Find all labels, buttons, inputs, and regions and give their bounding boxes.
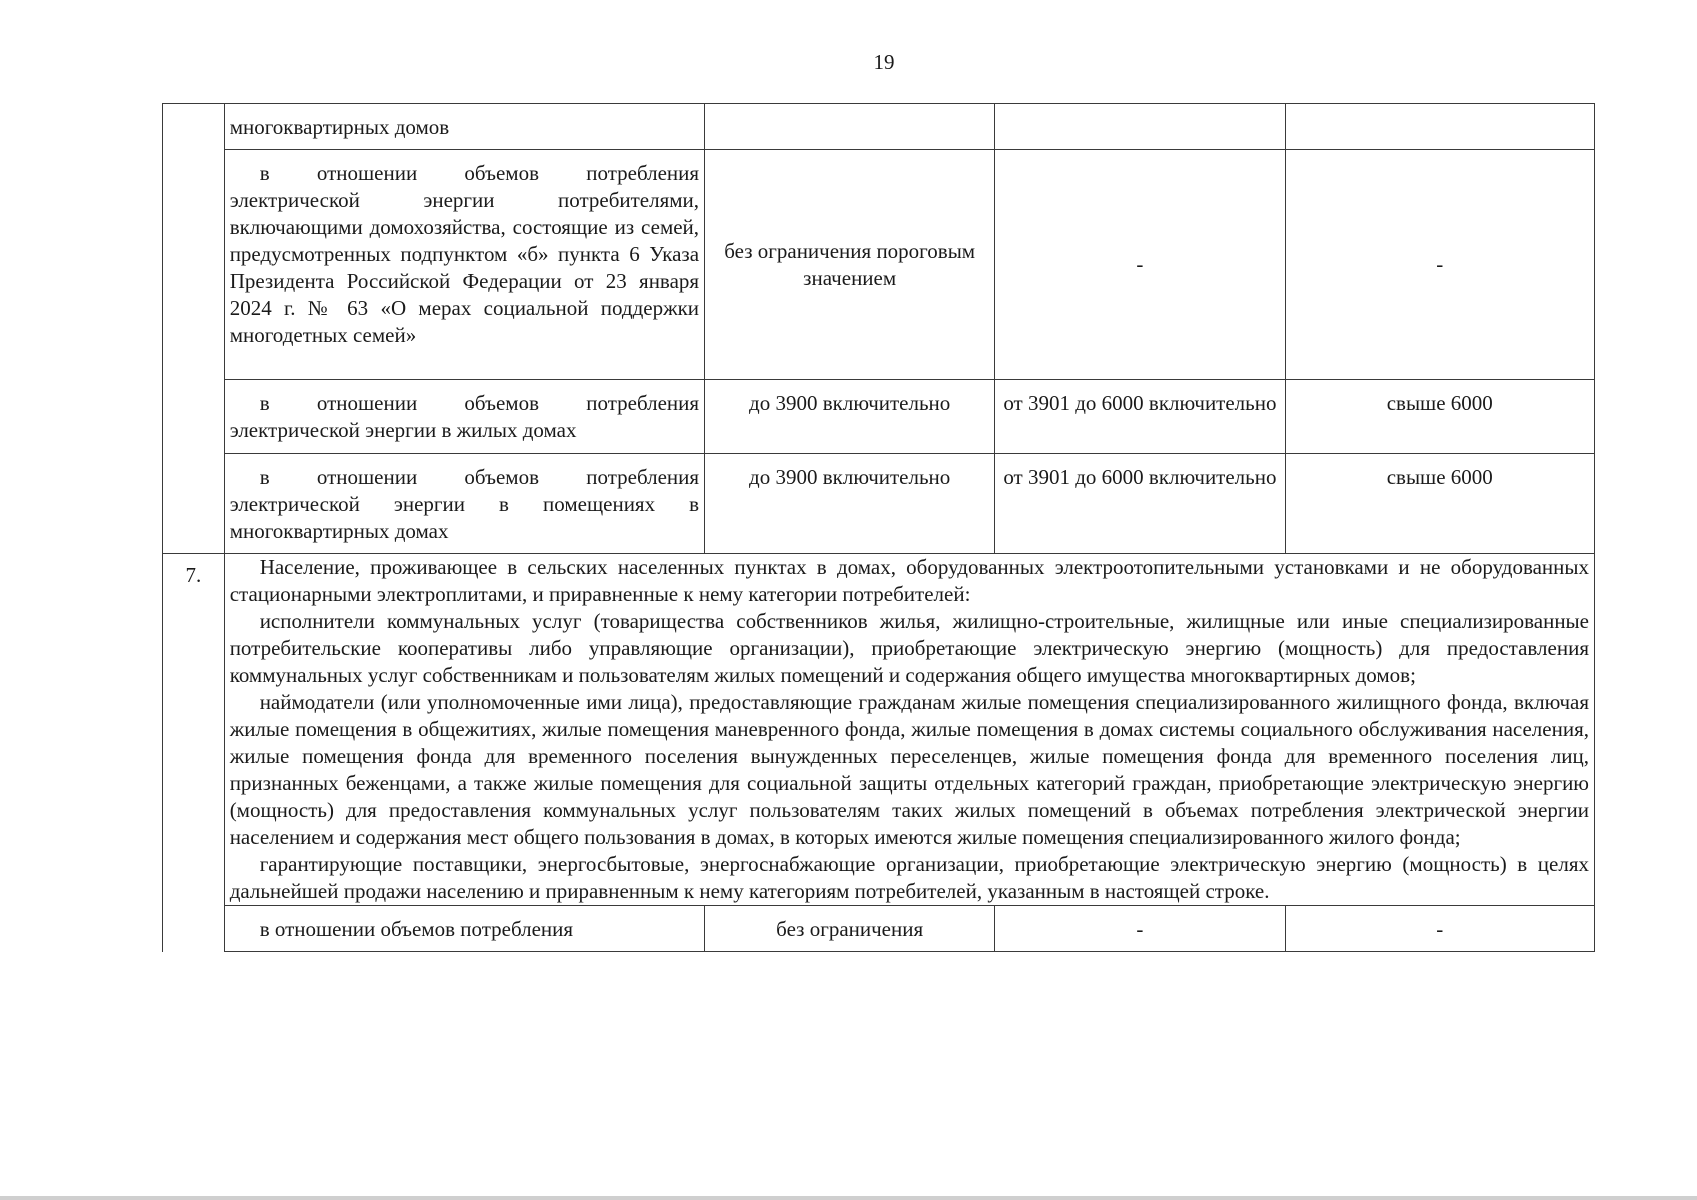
page-number: 19 (873, 50, 895, 74)
threshold-third: - (1285, 906, 1594, 952)
paragraph: исполнители коммунальных услуг (товарищества собственников жилья, жилищно-строительные, жилищные или иные специализированные потребительские кооперативы либо управляющие организации), приобретающие электрическую энергию (мощность) для предоставления коммунальных услуг собственникам и пользователям жилых помещений и содержания общего имущества многоквартирных домов; (229, 609, 1589, 687)
threshold-third: - (1285, 150, 1594, 380)
threshold-second: - (995, 150, 1285, 380)
tariff-table (162, 103, 1595, 952)
row-description: в отношении объемов потребления электрической энергии потребителями, включающими домохозяйства, состоящие из семей, предусмотренных подпунктом «б» пункта 6 Указа Президента Российской Федерации от 23 января 2024 г. № 63 «О мерах социальной поддержки многодетных семей» (224, 150, 704, 380)
row-description: в отношении объемов потребления электрической энергии в помещениях в многоквартирных домах (224, 454, 704, 554)
row-number: 7. (185, 563, 202, 587)
paragraph: гарантирующие поставщики, энергосбытовые, энергоснабжающие организации, приобретающие электрическую энергию (мощность) в целях дальнейшей продажи населению и приравненным к нему категориям потребителей, указанным в настоящей строке. (229, 852, 1589, 903)
row-description: в отношении объемов потребления электрической энергии в жилых домах (224, 380, 704, 454)
paragraph: Население, проживающее в сельских населенных пунктах в домах, оборудованных электроотопительными установками и не оборудованных стационарными электроплитами, и приравненные к нему категории потребителей: (229, 555, 1589, 606)
threshold-first: до 3900 включительно (705, 454, 995, 554)
table-row (163, 380, 1595, 454)
threshold-third: свыше 6000 (1285, 380, 1594, 454)
table-row (163, 150, 1595, 380)
section-7-description (224, 554, 1594, 906)
table-row (163, 554, 1595, 906)
row-number-cell (163, 104, 225, 554)
paragraph: наймодатели (или уполномоченные ими лица), предоставляющие гражданам жилые помещения специализированного жилищного фонда, включая жилые помещения в общежитиях, жилые помещения маневренного фонда, жилые помещения в домах системы социального обслуживания населения, жилые помещения фонда для временного поселения вынужденных переселенцев, жилые помещения фонда для временного поселения лиц, признанных беженцами, а также жилые помещения для социальной защиты отдельных категорий граждан, приобретающие электрическую энергию (мощность) для предоставления коммунальных услуг пользователям таких жилых помещений в объемах потребления электрической энергии населением и содержания мест общего пользования в домах, в которых имеются жилые помещения специализированного жилого фонда; (229, 690, 1589, 849)
threshold-third: свыше 6000 (1285, 454, 1594, 554)
threshold-first: до 3900 включительно (705, 380, 995, 454)
threshold-second: - (995, 906, 1285, 952)
threshold-first: без ограничения (705, 906, 995, 952)
row-description: в отношении объемов потребления (224, 906, 704, 952)
threshold-first (705, 104, 995, 150)
table-row (163, 906, 1595, 952)
row-description: многоквартирных домов (224, 104, 704, 150)
table-row (163, 104, 1595, 150)
threshold-third (1285, 104, 1594, 150)
scan-edge (0, 1196, 1697, 1200)
table-row (163, 454, 1595, 554)
threshold-second: от 3901 до 6000 включительно (995, 380, 1285, 454)
threshold-second (995, 104, 1285, 150)
threshold-second: от 3901 до 6000 включительно (995, 454, 1285, 554)
threshold-first: без ограничения пороговым значением (705, 150, 995, 380)
row-number-cell (163, 554, 225, 952)
